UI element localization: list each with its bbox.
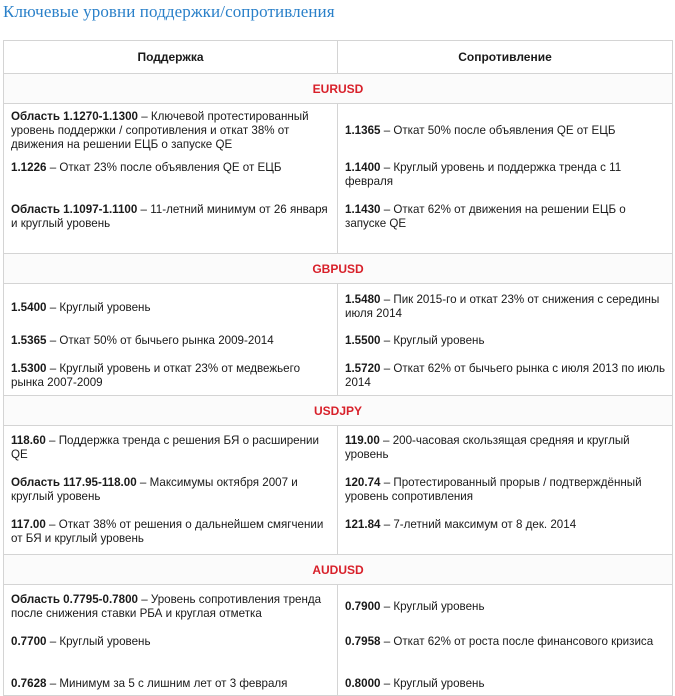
section-row (4, 396, 673, 426)
level-value: Область 0.7795-0.7800 (11, 593, 138, 606)
resistance-level-item (345, 434, 666, 462)
header-support: Поддержка (4, 41, 338, 74)
table-header-row (4, 41, 673, 74)
level-value: 1.5720 (345, 362, 381, 375)
section-row (4, 74, 673, 104)
resistance-level-item (345, 635, 666, 649)
level-value: 1.5500 (345, 334, 381, 347)
level-description: – Откат 23% после объявления QE от ЕЦБ (46, 161, 282, 174)
level-description: – Откат 50% после объявления QE от ЕЦБ (380, 124, 616, 137)
level-description: – 7-летний максимум от 8 дек. 2014 (380, 518, 577, 531)
page-title: Ключевые уровни поддержки/сопротивления (3, 2, 335, 21)
support-level-item (11, 677, 331, 691)
levels-row (4, 104, 673, 254)
level-description: – Круглый уровень (380, 600, 485, 613)
support-level-item (11, 161, 331, 175)
section-title: USDJPY (4, 396, 673, 426)
level-description: – Круглый уровень (46, 635, 151, 648)
level-value: 120.74 (345, 476, 381, 489)
level-description: – Поддержка тренда с решения БЯ о расширении QE (11, 434, 319, 461)
resistance-cell (338, 585, 673, 696)
level-description: – Круглый уровень (380, 334, 485, 347)
section-row (4, 555, 673, 585)
level-value: 117.00 (11, 518, 46, 531)
support-cell (4, 104, 338, 254)
level-value: 0.7900 (345, 600, 381, 613)
level-value: 1.1226 (11, 161, 47, 174)
level-value: 121.84 (345, 518, 381, 531)
level-description: – Ключевой протестированный уровень поддержки / сопротивления и откат 38% от движения на решении ЕЦБ о запуске QE (11, 110, 309, 151)
level-description: – Круглый уровень и поддержка тренда с 11 февраля (345, 161, 622, 188)
level-value: 0.7958 (345, 635, 381, 648)
level-value: 1.5480 (345, 293, 381, 306)
support-level-item (11, 203, 331, 231)
level-description: – Круглый уровень и откат 23% от медвежьего рынка 2007-2009 (11, 362, 301, 389)
resistance-cell (338, 426, 673, 555)
levels-table (3, 40, 673, 696)
resistance-cell (338, 104, 673, 254)
resistance-level-item (345, 161, 666, 189)
resistance-level-item (345, 600, 666, 614)
level-value: 1.5300 (11, 362, 47, 375)
section-title: EURUSD (4, 74, 673, 104)
resistance-level-item (345, 362, 666, 390)
level-value: 1.1400 (345, 161, 381, 174)
support-level-item (11, 362, 331, 390)
level-value: 0.7700 (11, 635, 47, 648)
section-title: AUDUSD (4, 555, 673, 585)
level-description: – Круглый уровень (380, 677, 485, 690)
level-value: Область 1.1097-1.1100 (11, 203, 138, 216)
level-description: – Уровень сопротивления тренда после снижения ставки РБА и круглая отметка (11, 593, 322, 620)
resistance-level-item (345, 518, 666, 532)
resistance-level-item (345, 677, 666, 691)
support-cell (4, 585, 338, 696)
level-description: – Откат 62% от бычьего рынка с июля 2013 по июль 2014 (345, 362, 666, 389)
level-value: 1.5400 (11, 301, 47, 314)
level-value: 1.5365 (11, 334, 47, 347)
level-description: – Откат 38% от решения о дальнейшем смягчении от БЯ и круглый уровень (11, 518, 324, 545)
levels-row (4, 585, 673, 696)
level-value: 1.1365 (345, 124, 381, 137)
support-level-item (11, 110, 331, 152)
level-description: – Максимумы октября 2007 и круглый уровень (11, 476, 298, 503)
level-description: – Протестированный прорыв / подтверждённый уровень сопротивления (345, 476, 642, 503)
section-row (4, 254, 673, 284)
support-level-item (11, 434, 331, 462)
level-value: 118.60 (11, 434, 46, 447)
resistance-level-item (345, 124, 666, 138)
levels-row (4, 284, 673, 396)
level-value: Область 1.1270-1.1300 (11, 110, 138, 123)
level-description: – Откат 62% от роста после финансового кризиса (380, 635, 654, 648)
support-cell (4, 426, 338, 555)
level-description: – Минимум за 5 с лишним лет от 3 февраля (46, 677, 288, 690)
resistance-cell (338, 284, 673, 396)
support-level-item (11, 476, 331, 504)
level-value: 0.8000 (345, 677, 381, 690)
resistance-level-item (345, 293, 666, 321)
level-description: – Откат 50% от бычьего рынка 2009-2014 (46, 334, 274, 347)
support-level-item (11, 593, 331, 621)
level-description: – Круглый уровень (46, 301, 151, 314)
support-level-item (11, 334, 331, 348)
resistance-level-item (345, 334, 666, 348)
level-description: – 11-летний минимум от 26 января и круглый уровень (11, 203, 328, 230)
level-description: – Пик 2015-го и откат 23% от снижения с середины июля 2014 (345, 293, 660, 320)
support-cell (4, 284, 338, 396)
level-value: 0.7628 (11, 677, 47, 690)
resistance-level-item (345, 476, 666, 504)
levels-row (4, 426, 673, 555)
level-description: – Откат 62% от движения на решении ЕЦБ о запуске QE (345, 203, 626, 230)
level-value: 1.1430 (345, 203, 381, 216)
level-value: 119.00 (345, 434, 380, 447)
header-resistance: Сопротивление (338, 41, 673, 74)
support-level-item (11, 635, 331, 649)
support-level-item (11, 301, 331, 315)
resistance-level-item (345, 203, 666, 231)
support-level-item (11, 518, 331, 546)
level-value: Область 117.95-118.00 (11, 476, 137, 489)
level-description: – 200-часовая скользящая средняя и круглый уровень (345, 434, 630, 461)
section-title: GBPUSD (4, 254, 673, 284)
table-body (4, 74, 673, 696)
